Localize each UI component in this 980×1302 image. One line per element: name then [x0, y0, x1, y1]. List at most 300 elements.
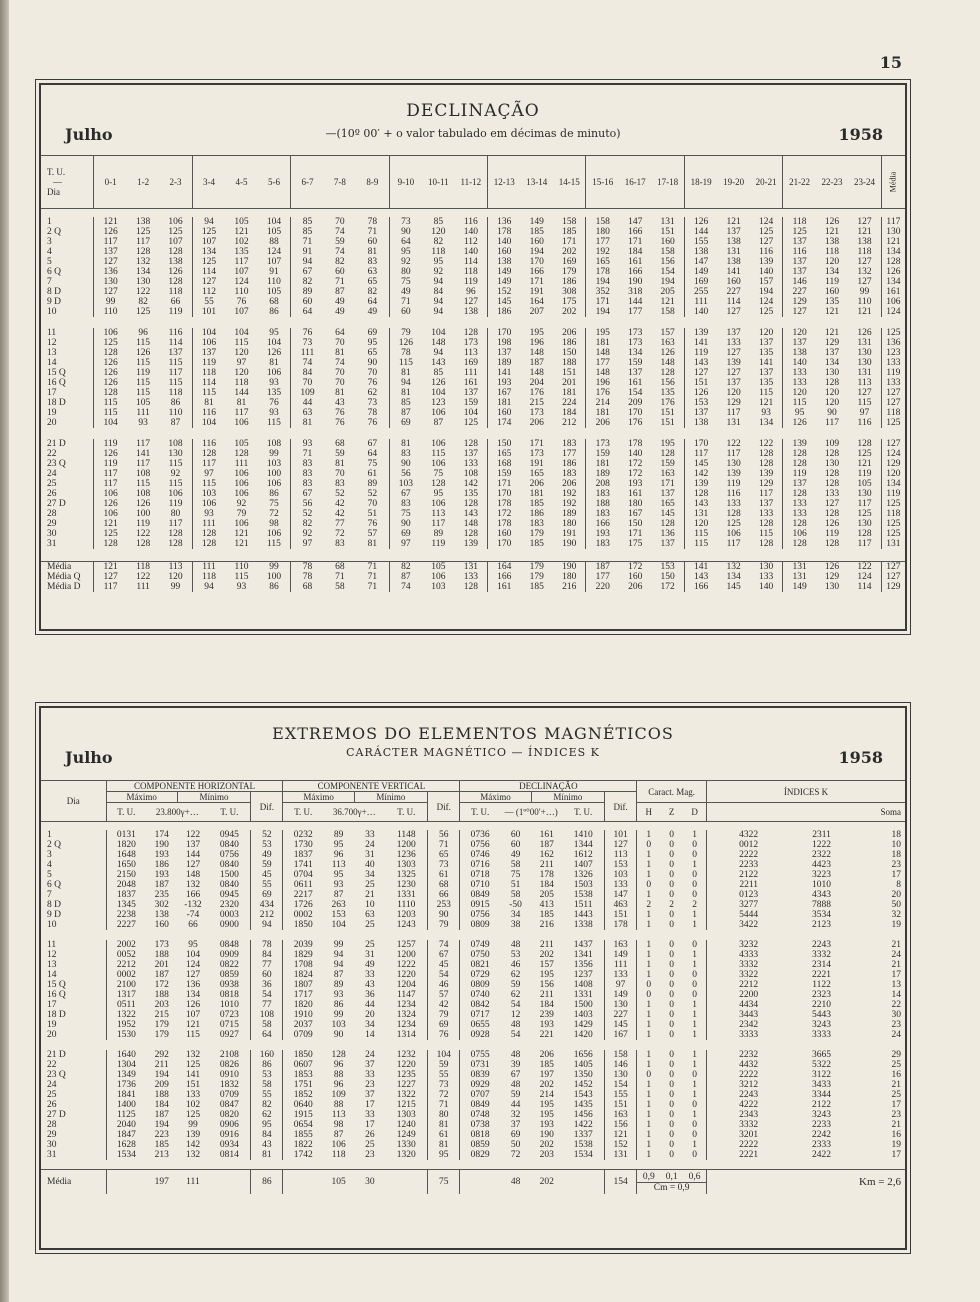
declinacao-row [41, 297, 905, 307]
vertical-value: 23 [365, 1150, 375, 1160]
vertical-value: 45 [428, 960, 460, 970]
day-label: 29 [47, 519, 57, 529]
hour-value: 128 [192, 529, 225, 539]
hour-value: 134 [135, 267, 151, 277]
horizontal-value: 36 [251, 980, 283, 990]
hour-value: 124 [266, 247, 282, 257]
declinacao-row [41, 217, 905, 227]
mean-hour-value: 143 [684, 572, 717, 582]
mean-hour-value: 166 [684, 582, 717, 592]
vertical-value: 0002 [283, 910, 323, 920]
hour-header: 21-22 [783, 156, 816, 209]
k-index-second: 1122 [812, 980, 831, 990]
vertical-value: 56 [428, 830, 460, 840]
vertical-value: 1215 [396, 1100, 416, 1110]
hour-value: 131 [726, 418, 741, 428]
caract-value: 0 [669, 870, 675, 880]
horizontal-value: 0511 [106, 1000, 146, 1010]
hour-value: 102 [234, 237, 249, 247]
vertical-value: 1220 [396, 970, 416, 980]
vertical-value: 67 [428, 950, 460, 960]
vertical-value: 1232 [396, 1050, 416, 1060]
hour-value: 170 [488, 489, 521, 499]
hour-value: 136 [660, 529, 675, 539]
hour-value: 70 [335, 338, 345, 348]
hour-value: 97 [859, 408, 870, 418]
k-index-second: 2123 [812, 920, 832, 930]
declinacao-value: 39 [510, 1060, 521, 1070]
mean-hour-value: 113 [159, 562, 192, 573]
mean-hour-value: 74 [389, 582, 422, 592]
hour-value: 75 [367, 459, 378, 469]
declinacao-value: 54 [510, 1000, 521, 1010]
d-header: D [683, 803, 706, 822]
hour-value: 64 [291, 307, 324, 317]
hour-value: 98 [269, 519, 279, 529]
hour-value: 171 [660, 479, 675, 489]
k-index-first: 3332 [707, 960, 791, 970]
vertical-value: 31 [365, 950, 375, 960]
horizontal-value: 0847 [219, 1100, 239, 1110]
declinacao-value: 178 [605, 920, 637, 930]
declinacao-value: 193 [539, 1020, 554, 1030]
declinacao-row [41, 257, 905, 267]
declinacao-value: 58 [510, 890, 521, 900]
hour-value: 208 [586, 479, 619, 489]
horizontal-value: 58 [251, 1020, 283, 1030]
hour-value: 114 [168, 338, 183, 348]
horizontal-value: 53 [251, 840, 283, 850]
extremos-row [41, 860, 905, 870]
k-sum: 22 [891, 1000, 901, 1010]
hour-value: 126 [94, 368, 127, 378]
hour-value: 89 [433, 529, 444, 539]
hour-value: 193 [586, 529, 619, 539]
day-mean: 121 [881, 237, 905, 247]
horizontal-value: 108 [251, 1010, 283, 1020]
declinacao-value: 1543 [573, 1090, 593, 1100]
page-binding-edge [0, 0, 9, 1302]
mean-hour-value: 105 [422, 562, 454, 573]
horizontal-value: 0909 [219, 950, 239, 960]
hour-value: 138 [684, 418, 717, 428]
hour-value: 168 [488, 459, 521, 469]
day-label: 18 D [47, 398, 66, 408]
row-gap [41, 317, 905, 328]
hour-value: 69 [389, 529, 422, 539]
hour-value: 94 [192, 217, 225, 227]
vertical-value: 25 [365, 880, 375, 890]
vertical-value: 90 [428, 910, 460, 920]
declinacao-row [41, 287, 905, 297]
hour-value: 120 [234, 368, 249, 378]
hour-value: 193 [628, 479, 643, 489]
hour-value: 106 [783, 529, 816, 539]
hour-value: 133 [783, 509, 816, 519]
hour-value: 124 [758, 297, 774, 307]
k-sum: 50 [891, 900, 901, 910]
caract-value: 1 [692, 860, 697, 870]
hour-value: 165 [660, 499, 675, 509]
hour-value: 76 [335, 418, 345, 428]
hour-value: 149 [488, 267, 521, 277]
declinacao-value: 59 [510, 1090, 521, 1100]
hour-value: 126 [94, 378, 127, 388]
declinacao-value: 0729 [460, 970, 500, 980]
caract-value: 1 [637, 1050, 660, 1060]
day-label: 5 [47, 870, 52, 880]
hour-value: 122 [726, 439, 741, 449]
declinacao-value: 133 [605, 970, 637, 980]
hour-value: 57 [367, 529, 378, 539]
hour-value: 215 [529, 398, 544, 408]
hour-value: 172 [628, 469, 643, 479]
hour-value: 95 [433, 489, 444, 499]
declinacao-value: 149 [605, 950, 637, 960]
k-index-first: 2212 [707, 980, 791, 990]
day-label: 11 [47, 940, 57, 950]
declinacao-value: 1429 [573, 1020, 593, 1030]
hour-value: 123 [431, 398, 446, 408]
caract-value: 1 [637, 1030, 660, 1040]
k-index-first: 0123 [707, 890, 791, 900]
horizontal-value: 213 [154, 1150, 169, 1160]
hour-value: 142 [463, 479, 478, 489]
day-mean: 117 [881, 217, 905, 227]
extremos-row [41, 840, 905, 850]
hour-value: 139 [783, 439, 816, 449]
hour-value: 160 [726, 277, 741, 287]
hour-value: 115 [136, 378, 151, 388]
horizontal-value: -132 [184, 900, 202, 910]
vertical-value: 1234 [396, 1020, 416, 1030]
hour-value: 184 [562, 408, 577, 418]
horizontal-value: 209 [154, 1080, 169, 1090]
extremos-row [41, 920, 905, 930]
hour-value: 128 [824, 509, 840, 519]
declinacao-value: 202 [539, 1140, 554, 1150]
hour-value: 147 [684, 257, 717, 267]
hour-value: 86 [269, 489, 279, 499]
hour-value: 82 [138, 297, 148, 307]
vertical-value: 44 [365, 1000, 375, 1010]
hour-value: 160 [660, 237, 675, 247]
hour-value: 137 [463, 449, 478, 459]
page-number: 15 [879, 53, 902, 72]
hour-value: 114 [192, 267, 225, 277]
horizontal-value: 0818 [219, 990, 239, 1000]
day-label: 25 [47, 1090, 57, 1100]
hour-value: 129 [824, 338, 840, 348]
horizontal-value: 78 [251, 940, 283, 950]
vertical-value: 95 [428, 1150, 460, 1160]
declinacao-value: 202 [539, 950, 554, 960]
declinacao-value: 38 [510, 920, 521, 930]
horizontal-value: 132 [185, 1150, 201, 1160]
hour-value: 61 [367, 469, 378, 479]
hour-value: 158 [586, 217, 619, 227]
declinacao-value: 227 [605, 1010, 637, 1020]
k-index-second: 2333 [812, 1140, 832, 1150]
hour-value: 118 [168, 388, 183, 398]
hour-value: 173 [529, 408, 544, 418]
hour-value: 117 [168, 519, 183, 529]
hour-value: 80 [170, 509, 181, 519]
hour-value: 194 [529, 247, 544, 257]
day-mean: 118 [881, 408, 905, 418]
vertical-value: 74 [428, 940, 460, 950]
hour-value: 128 [234, 449, 249, 459]
hour-value: 318 [628, 287, 643, 297]
day-mean: 131 [881, 539, 905, 549]
vertical-value: 1915 [283, 1110, 323, 1120]
horizontal-value: 0916 [219, 1130, 239, 1140]
extremos-month: Julho [65, 748, 113, 767]
hour-value: 127 [857, 388, 872, 398]
mean-hour-value: 117 [94, 582, 127, 592]
hour-value: 111 [464, 368, 478, 378]
mean-hour-value: 128 [463, 582, 478, 592]
mean-caract-block [637, 1170, 707, 1195]
declinacao-value: 153 [605, 860, 637, 870]
horizontal-value: 1125 [106, 1110, 146, 1120]
k-index-first: 2222 [707, 1140, 791, 1150]
hour-value: 128 [783, 489, 816, 499]
vertical-value: 1855 [283, 1130, 323, 1140]
hour-value: 127 [824, 499, 840, 509]
k-index-second: 2323 [812, 990, 832, 1000]
declinacao-value: 463 [605, 900, 637, 910]
k-index-first: 3333 [707, 1030, 791, 1040]
horizontal-value: 188 [154, 1090, 169, 1100]
vertical-value: 1204 [396, 980, 416, 990]
hour-value: 137 [783, 257, 816, 267]
hour-value: 137 [628, 368, 643, 378]
tu-header: T. U. [106, 803, 146, 822]
vertical-value: 95 [333, 840, 344, 850]
hour-value: 67 [367, 439, 378, 449]
day-mean: 125 [881, 499, 905, 509]
hour-value: 137 [726, 328, 741, 338]
hour-value: 115 [136, 479, 151, 489]
k-index-second: 2122 [812, 1100, 832, 1110]
hour-value: 74 [335, 247, 345, 257]
horizontal-value: 139 [185, 1130, 201, 1140]
declinacao-value: 0849 [460, 890, 500, 900]
declinacao-value: 0707 [460, 1090, 500, 1100]
horizontal-value: 186 [154, 860, 169, 870]
hour-value: 110 [94, 307, 127, 317]
vertical-value: 0640 [283, 1100, 323, 1110]
horizontal-value: 104 [185, 950, 201, 960]
day-label: 21 D [47, 439, 66, 449]
h-header: H [637, 803, 660, 822]
hour-value: 171 [529, 277, 544, 287]
hour-value: 174 [488, 418, 521, 428]
hour-value: 103 [192, 489, 225, 499]
extremos-row [41, 1090, 905, 1100]
hour-value: 141 [488, 368, 521, 378]
hour-value: 125 [463, 418, 478, 428]
declinacao-title: DECLINAÇÃO [406, 101, 540, 121]
vertical-value: 0709 [283, 1030, 323, 1040]
extremos-panel [39, 706, 907, 1250]
horizontal-value: 2002 [106, 940, 146, 950]
declinacao-value: 1452 [573, 1080, 593, 1090]
hour-value: 128 [783, 449, 816, 459]
k-sum: 14 [891, 990, 901, 1000]
hour-header: 3-4 [192, 156, 225, 209]
k-sum: 17 [891, 1100, 901, 1110]
declinacao-value: 59 [510, 980, 521, 990]
day-label: 15 Q [47, 980, 66, 990]
horizontal-value: 124 [185, 960, 201, 970]
hour-value: 144 [628, 297, 643, 307]
hour-value: 115 [389, 358, 422, 368]
horizontal-value: 49 [251, 850, 283, 860]
declinacao-value: 44 [510, 1100, 521, 1110]
mean-caract-value: 0,1 [665, 1171, 678, 1182]
declinacao-value: 203 [539, 1150, 554, 1160]
hour-header: 4-5 [225, 156, 257, 209]
k-sum: 23 [891, 1110, 901, 1120]
k-index-second: 2210 [812, 1000, 832, 1010]
hour-value: 106 [192, 338, 225, 348]
mean-h-min: 111 [177, 1170, 208, 1195]
hour-value: 209 [628, 398, 643, 408]
extremos-row [41, 900, 905, 910]
hour-value: 97 [291, 539, 324, 549]
declinacao-value: 48 [510, 1050, 521, 1060]
caract-value: 1 [637, 830, 660, 840]
declinacao-value: 157 [539, 960, 554, 970]
declinacao-value: 1420 [573, 1030, 593, 1040]
vertical-value: 1910 [283, 1010, 323, 1020]
declinacao-value: 1612 [573, 850, 593, 860]
hour-value: 133 [758, 509, 774, 519]
hour-value: 127 [857, 277, 872, 287]
mean-hour-value: 160 [628, 572, 643, 582]
hour-value: 115 [759, 529, 774, 539]
hour-value: 129 [758, 479, 774, 489]
hour-value: 81 [389, 388, 422, 398]
hour-value: 56 [291, 499, 324, 509]
day-label: 7 [47, 890, 52, 900]
mean-hour-value: 161 [488, 582, 521, 592]
declinacao-value: 60 [510, 830, 521, 840]
vertical-value: 21 [365, 890, 375, 900]
hour-value: 191 [529, 287, 544, 297]
hour-value: 137 [783, 267, 816, 277]
day-mean: 125 [881, 418, 905, 428]
declinacao-value: 195 [539, 970, 554, 980]
mean-hour-value: 118 [192, 572, 225, 582]
declinacao-value: 155 [605, 1090, 637, 1100]
hour-value: 83 [291, 459, 324, 469]
hour-value: 137 [684, 408, 717, 418]
vertical-value: 1322 [396, 1090, 416, 1100]
declinacao-row [41, 499, 905, 509]
horizontal-value: 203 [154, 1000, 169, 1010]
hour-value: 96 [138, 328, 148, 338]
declinacao-value: 0849 [460, 1100, 500, 1110]
hour-value: 137 [660, 539, 675, 549]
declinacao-value: 0748 [460, 1110, 500, 1120]
vertical-value: 94 [333, 950, 344, 960]
caract-value: 0 [669, 950, 675, 960]
hour-value: 135 [463, 489, 478, 499]
caract-value: 1 [637, 850, 660, 860]
hour-value: 71 [291, 237, 324, 247]
hour-value: 135 [758, 348, 774, 358]
hour-value: 90 [389, 227, 422, 237]
hour-value: 161 [628, 257, 643, 267]
day-mean: 130 [881, 227, 905, 237]
horizontal-value: 166 [185, 890, 201, 900]
hour-value: 143 [684, 499, 717, 509]
caract-value: 0 [637, 980, 660, 990]
hour-value: 85 [389, 398, 422, 408]
hour-value: 127 [726, 348, 741, 358]
hour-value: 70 [367, 499, 378, 509]
hour-value: 55 [192, 297, 225, 307]
horizontal-value: 193 [154, 850, 169, 860]
k-sum: 24 [891, 1030, 901, 1040]
vertical-value: 1243 [396, 920, 416, 930]
caract-value: 1 [637, 1130, 660, 1140]
gap-cell [41, 1160, 905, 1170]
k-index-second: 3665 [812, 1050, 832, 1060]
extremos-row [41, 1130, 905, 1140]
hour-value: 159 [628, 358, 643, 368]
hour-value: 206 [529, 479, 544, 489]
mean-caract-value: 0,9 [642, 1171, 655, 1182]
hour-value: 97 [389, 539, 422, 549]
hour-value: 130 [726, 459, 741, 469]
hour-value: 125 [135, 307, 151, 317]
horizontal-value: 126 [185, 1000, 201, 1010]
day-mean: 134 [881, 277, 905, 287]
mean-overall: 127 [881, 562, 905, 573]
hour-value: 160 [488, 247, 521, 257]
hour-value: 149 [684, 267, 717, 277]
hour-value: 128 [94, 539, 127, 549]
hour-value: 93 [269, 408, 279, 418]
horizontal-value: 138 [154, 910, 169, 920]
extremos-row [41, 880, 905, 890]
vertical-value: 0654 [283, 1120, 323, 1130]
hour-value: 151 [660, 408, 675, 418]
caract-value: 0 [669, 1080, 675, 1090]
k-sum: 18 [891, 850, 901, 860]
hour-header: 6-7 [291, 156, 324, 209]
hour-value: 121 [234, 539, 249, 549]
hour-value: 212 [562, 418, 577, 428]
day-label: 10 [47, 920, 57, 930]
hour-value: 83 [335, 479, 345, 489]
hour-value: 81 [335, 388, 345, 398]
mean-hour-value: 133 [758, 572, 774, 582]
declinacao-value: 54 [510, 1030, 521, 1040]
hour-value: 104 [463, 408, 478, 418]
hour-value: 116 [759, 247, 774, 257]
hour-value: 145 [684, 459, 717, 469]
hour-value: 127 [726, 307, 741, 317]
hour-value: 140 [628, 449, 643, 459]
hour-value: 128 [824, 539, 840, 549]
hour-value: 73 [389, 217, 422, 227]
caract-value: 0 [669, 1060, 675, 1070]
